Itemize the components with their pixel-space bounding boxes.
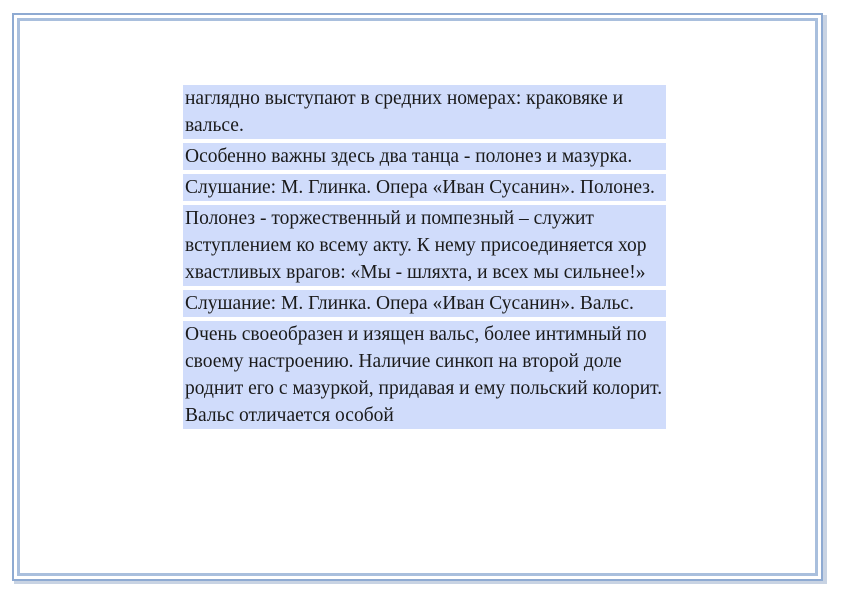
paragraph-waltz-description: Очень своеобразен и изящен вальс, более интимный по своему настроению. Наличие синкоп на второй доле роднит его с мазуркой, придавая и ему польский колорит. Вальс отличается особой — [183, 321, 666, 429]
paragraph-two-dances: Особенно важны здесь два танца - полонез и мазурка. — [183, 143, 666, 170]
paragraph-listening-polonaise: Слушание: М. Глинка. Опера «Иван Сусанин». Полонез. — [183, 174, 666, 201]
frame-shadow-right — [823, 15, 827, 583]
paragraph-listening-waltz: Слушание: М. Глинка. Опера «Иван Сусанин». Вальс. — [183, 290, 666, 317]
frame-shadow-bottom — [14, 581, 827, 584]
paragraph-dances-intro: наглядно выступают в средних номерах: краковяке и вальсе. — [183, 85, 666, 139]
paragraph-polonaise-description: Полонез - торжественный и помпезный – служит вступлением ко всему акту. К нему присоединяется хор хвастливых врагов: «Мы - шляхта, и всех мы сильнее!» — [183, 205, 666, 286]
slide-text-block — [183, 85, 666, 535]
